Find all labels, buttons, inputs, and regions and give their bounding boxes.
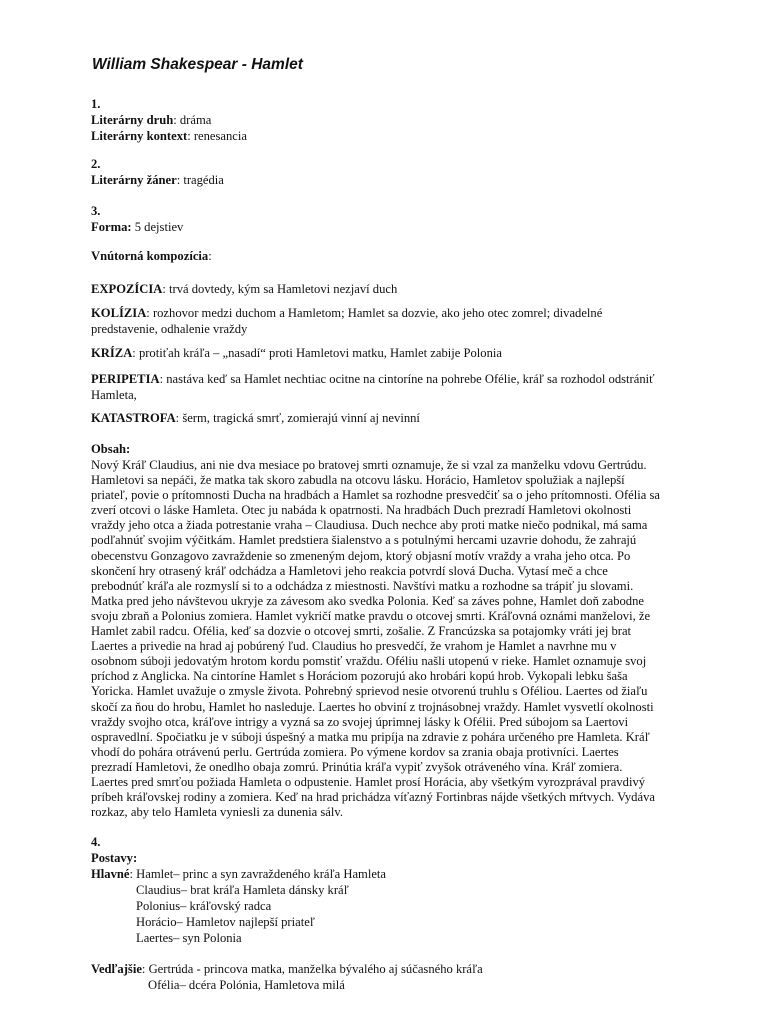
paragraph-line: svoju zbraň a Polonius zomiera. Hamlet vykričí matke pravdu o otcovej smrti. Kráľovná oznámi manželovi, že [91,608,651,623]
hlavne-character: Claudius– brat kráľa Hamleta dánsky kráľ [136,883,349,897]
paragraph-line: Yoricka. Hamlet uvažuje o zmysle života. Pohrebný sprievod nesie otvorenú truhlu s Oféliou. Laertes od žiaľu [91,684,648,699]
kontext-line [91,128,681,144]
paragraph-line: Laertes a privedie na hrad aj pobúrený ľud. Claudius ho presvedčí, že vrahom je Hamlet a navrhne mu v [91,639,617,654]
zaner-label: Literárny žáner [91,173,177,187]
composition-katastrofa [91,410,681,426]
section-1 [91,96,681,144]
section-2 [91,156,681,188]
paragraph-line: Nový Kráľ Claudius, ani nie dva mesiace po bratovej smrti oznamuje, že si vzal za manželku vdovu Gertrúdu. [91,458,647,472]
druh-line [91,112,681,128]
forma-line [91,219,681,235]
paragraph-line: podľahnúť svojim výčitkám. Hamlet predstiera šialenstvo a s potulnými hercami uzavrie dohodu, že zahrajú [91,533,637,548]
composition-text: : rozhovor medzi duchom a Hamletom; Hamlet sa dozvie, ako jeho otec zomrel; divadelné [146,306,603,320]
paragraph-line: obecenstvu Gonzagovo zavraždenie so zmeneným dejom, ktorý objasní motív vraždy a vraha jeho otca. Po [91,548,631,563]
composition-term: PERIPETIA [91,372,160,386]
section-number: 2. [91,157,101,171]
paragraph-line: osobnom súboji jedovatým hrotom kordu pomstiť vraždu. Oféliu našli utopenú v rieke. Hamlet oznamuje svoj [91,654,647,669]
zaner-line [91,172,681,188]
composition-term: KOLÍZIA [91,306,147,320]
paragraph-line: Hamlet zabil radcu. Ofélia, keď sa dozvie o otcovej smrti, zošalie. Z Francúzska sa potajomky vráti jej brat [91,624,632,639]
postavy-label: Postavy: [91,851,138,865]
document-title: William Shakespear - Hamlet [92,56,303,73]
hlavne-character: Horácio– Hamletov najlepší priateľ [136,915,315,929]
section-3 [91,203,681,235]
paragraph-line: Matka pred jeho návštevou ukryje za závesom ako svedka Polonia. Keď sa záves pohne, Hamlet doň zabodne [91,593,644,608]
obsah-heading [91,441,681,457]
composition-text: Hamleta, [91,388,137,402]
hlavne-label: Hlavné [91,867,130,881]
paragraph-line: vhodí do pohára otrávenú perlu. Gertrúda zomiera. Po výmene kordov sa zrania obaja protivníci. Laertes [91,744,619,759]
paragraph-line: prebodnúť kráľa ale rozmyslí si to a odchádza z miestnosti. Navštívi matku a rozhodne sa trápiť ju slovami. [91,578,634,593]
paragraph-line: Laertes pred smrťou požiada Hamleta o odpustenie. Hamlet prosí Horácia, aby všetkým vyrozprával pravdivý [91,774,646,789]
forma-value: 5 dejstiev [131,220,184,234]
composition-text: predstavenie, odhalenie vraždy [91,322,248,336]
paragraph-line: Hamletovi sa nepáči, že matka tak skoro zabudla na otcovu lásku. Horácio, Hamletov spolužiak a najlepší [91,473,625,488]
paragraph-line: priateľ, povie o prítomnosti Ducha na hradbách a Hamlet sa rozhodne presvedčiť sa o jeho prítomnosti. Ofélia sa [91,488,661,503]
hlavne-character: Polonius– kráľovský radca [136,899,272,913]
composition-colon: : [208,249,212,263]
composition-text: : trvá dovtedy, kým sa Hamletovi nezjaví duch [162,282,398,296]
composition-text: : protiťah kráľa – „nasadí“ proti Hamletovi matku, Hamlet zabije Polonia [132,346,502,360]
paragraph-line: skočí za ňou do hrobu, Hamlet ho nasleduje. Laertes ho obviní z trojnásobnej vraždy. Hamlet vysvetlí okolnosti [91,699,654,714]
paragraph-line: rozkaz, aby telo Hamleta vyniesli za dunenia sálv. [91,805,344,820]
paragraph-line: zverí otcovi o láske Hamleta. Otec ju nabáda k opatrnosti. Na hradbách Duch prezradí Hamletovi okolnosti [91,503,632,518]
section-number: 1. [91,97,101,111]
paragraph-line: skončení hry otrasený kráľ odchádza a Hamletovi jeho reakcia potvrdí slová Ducha. Vytasí meč a chce [91,563,608,578]
composition-text: : nastáva keď sa Hamlet nechtiac ocitne na cintoríne na pohrebe Ofélie, kráľ sa rozhodol odstrániť [159,372,655,386]
section-4 [91,834,681,946]
composition-term: KRÍZA [91,346,133,360]
forma-label: Forma: [91,220,132,234]
composition-text: : šerm, tragická smrť, zomierajú vinní aj nevinní [175,411,420,425]
vedlajsie-line [91,961,681,977]
hlavne-character: : Hamlet– princ a syn zavraždeného kráľa Hamleta [129,867,387,881]
composition-kolizia [91,305,681,337]
vedlajsie-characters [91,961,681,993]
druh-value: : dráma [173,113,212,127]
paragraph-line: vraždy jeho otca a žiada potrestanie vraha – Claudiusa. Duch nechce aby proti matke niečo podnikal, má sama [91,518,648,533]
vedlajsie-label: Vedľajšie [91,962,142,976]
druh-label: Literárny druh [91,113,174,127]
section-number: 4. [91,835,101,849]
composition-term: EXPOZÍCIA [91,282,163,296]
composition-heading [91,248,681,264]
composition-peripetia [91,371,681,403]
paragraph-line: ospravedlní. Spočiatku je v súboji úspešný a matka mu pripíja na zdravie z pohára určeného pre Hamleta. Kráľ [91,729,650,744]
hlavne-character: Laertes– syn Polonia [136,931,242,945]
composition-label: Vnútorná kompozícia [91,249,209,263]
obsah-title: Obsah: [91,442,131,456]
obsah-paragraph [91,458,691,820]
section-number: 3. [91,204,101,218]
hlavne-line [91,866,681,882]
composition-term: KATASTROFA [91,411,176,425]
vedlajsie-character: Ofélia– dcéra Polónia, Hamletova milá [148,978,345,992]
composition-kriza [91,345,681,361]
zaner-value: : tragédia [176,173,224,187]
paragraph-line: prezradí Hamletovi, že onedlho obaja zomrú. Prinútia kráľa vypiť zvyšok otráveného vína. Kráľ zomiera. [91,759,623,774]
paragraph-line: príbeh kráľovskej rodiny a zomiera. Keď na hrad prichádza víťazný Fortinbras nájde všetkých mŕtvych. Vydáva [91,790,655,805]
kontext-label: Literárny kontext [91,129,188,143]
paragraph-line: vraždy svojho otca, kráľove intrigy a vyzná sa zo svojej úprimnej lásky k Ofélii. Pred súbojom sa Laertovi [91,714,629,729]
vedlajsie-character: : Gertrúda - princova matka, manželka bývalého aj súčasného kráľa [141,962,483,976]
paragraph-line: príchod z Anglicka. Na cintoríne Hamlet s Horáciom pozorujú ako hrobári kopú hrob. Vykopali lebku šaša [91,669,628,684]
kontext-value: : renesancia [187,129,247,143]
composition-expozicia [91,281,681,297]
